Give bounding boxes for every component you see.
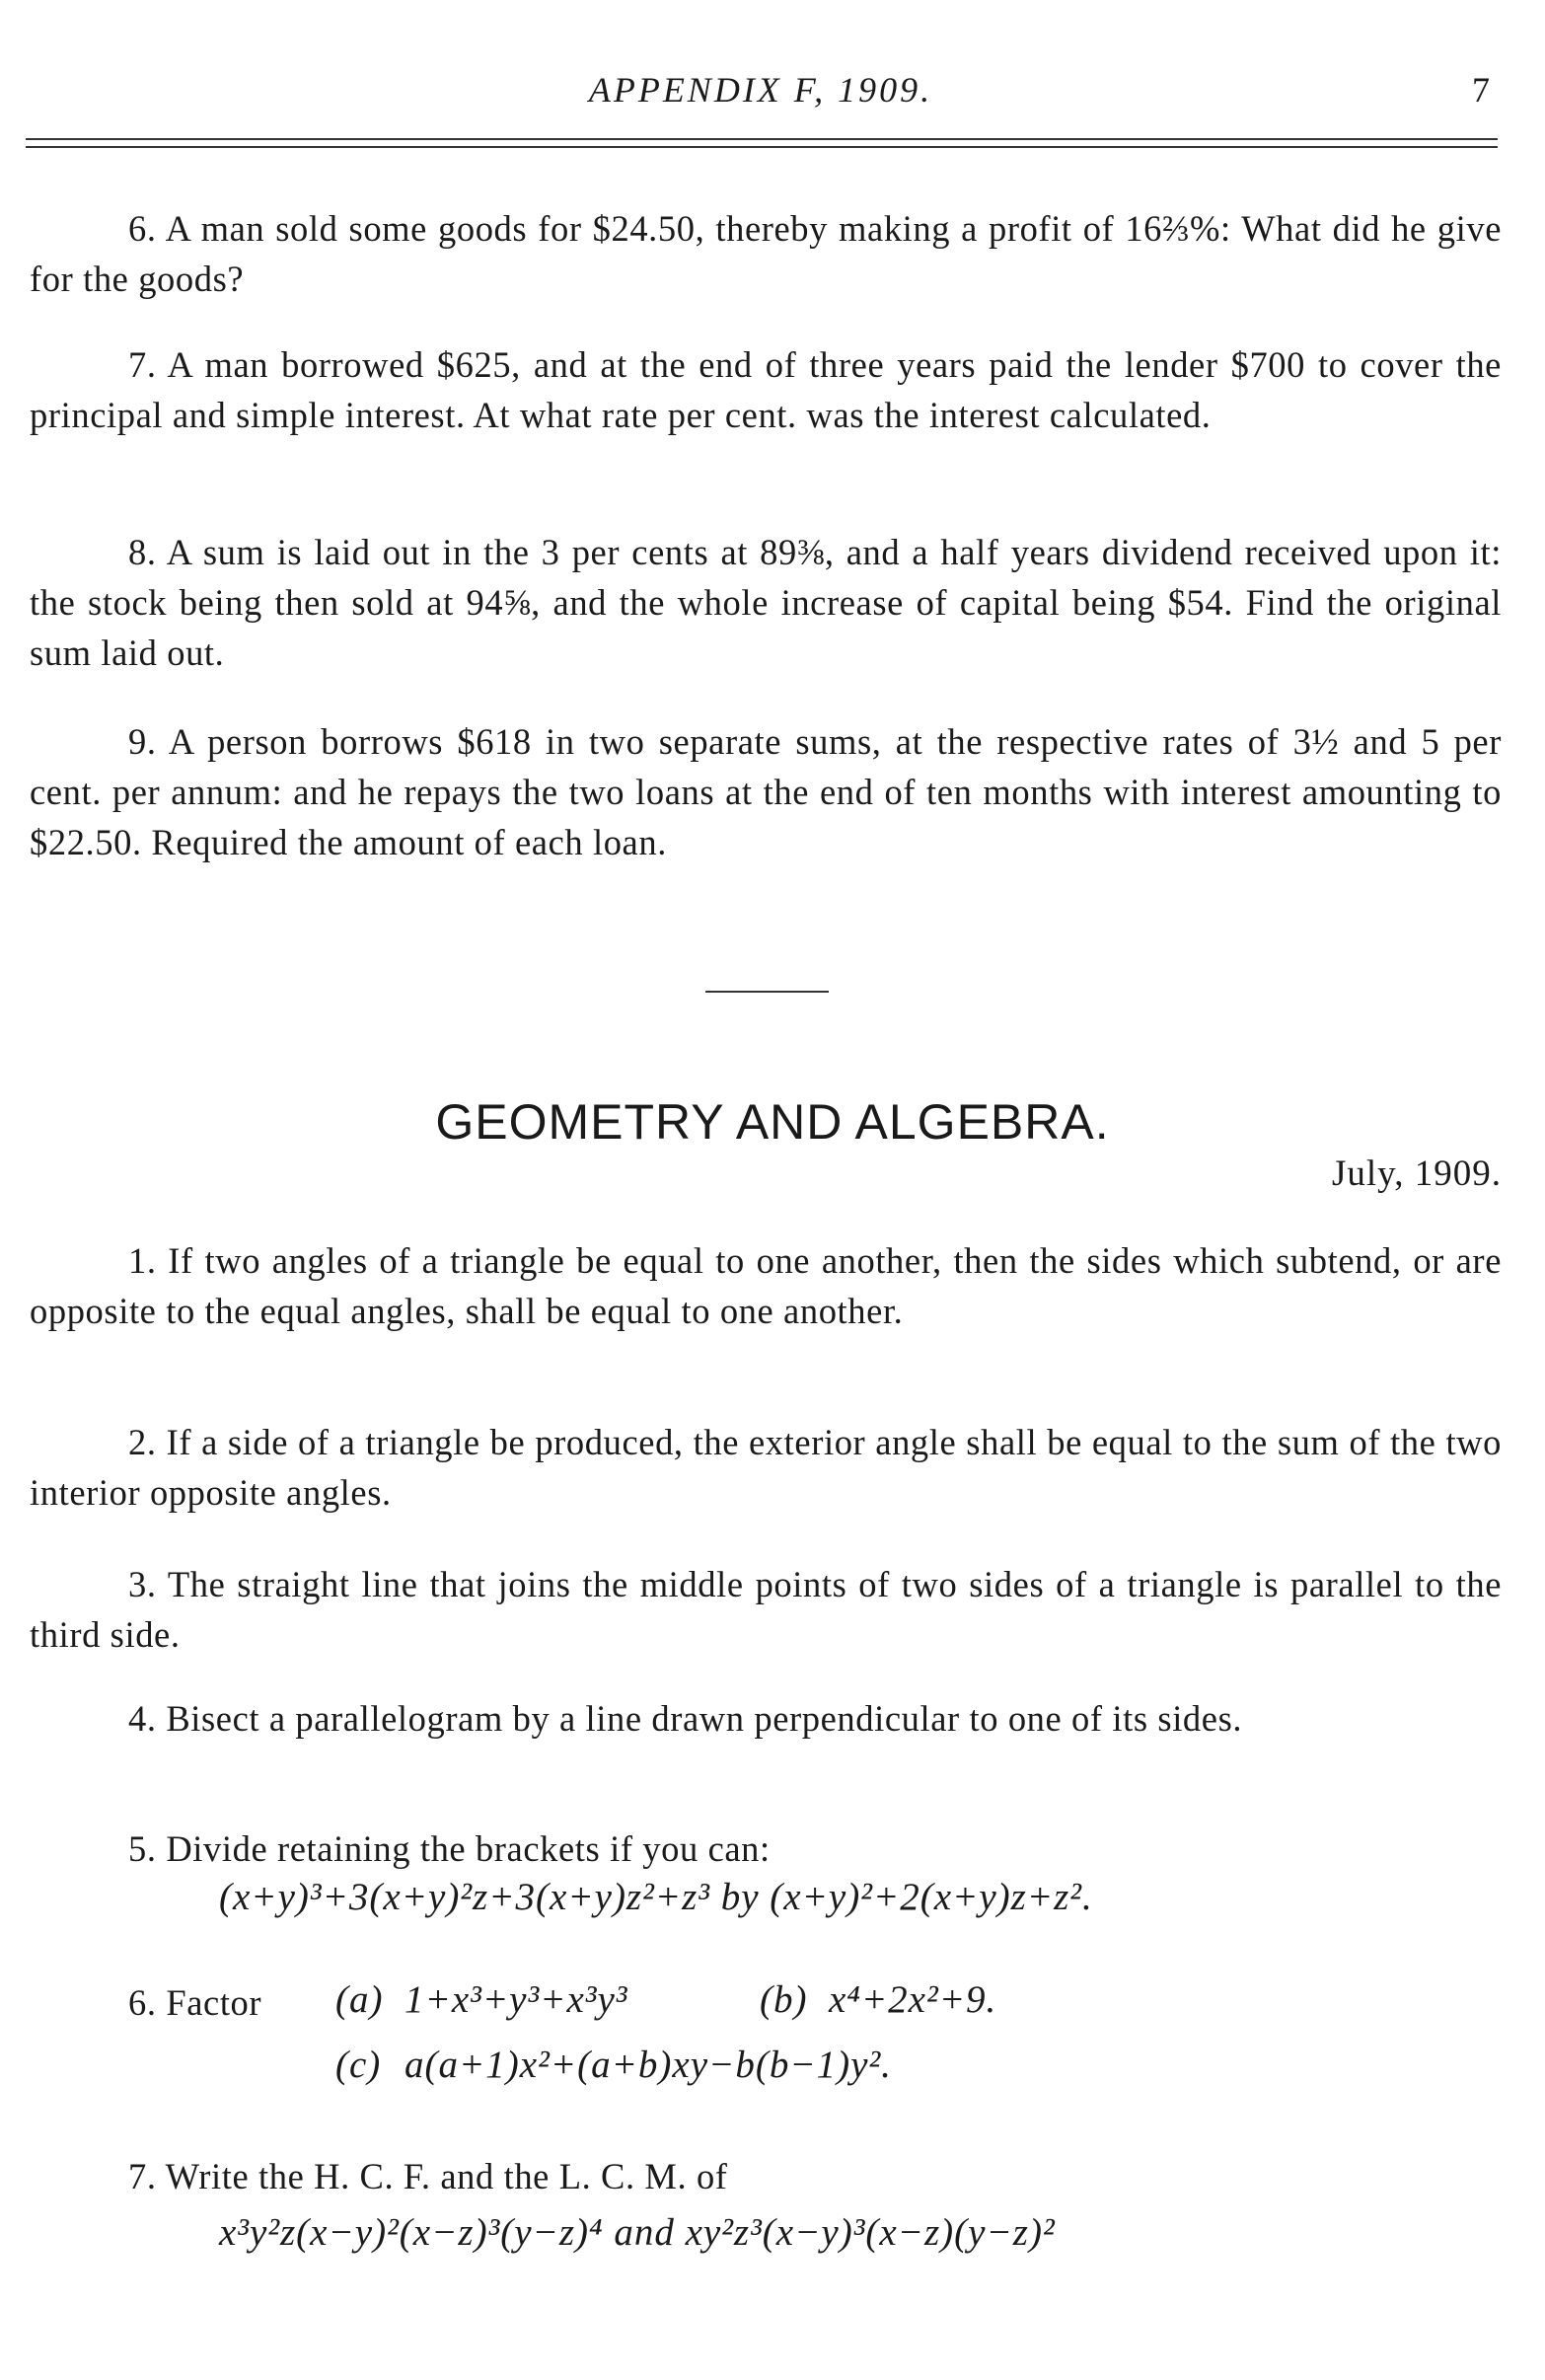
question-text: Write the H. C. F. and the L. C. M. of xyxy=(165,2156,728,2196)
question-text: A sum is laid out in the 3 per cents at 89⅜, and a half years dividend received upon it: the stock being then sold at 94⅝, and the whole increase of capital being $54. Find the original sum laid out. xyxy=(30,532,1502,673)
running-title: APPENDIX F, 1909. xyxy=(588,70,933,110)
question-text: Divide retaining the brackets if you can: xyxy=(166,1828,771,1869)
page-header xyxy=(26,69,1496,118)
formula-q6a: 1+x³+y³+x³y³ xyxy=(405,1978,628,2021)
question-text: The straight line that joins the middle points of two sides of a triangle is parallel to the third side. xyxy=(30,1564,1502,1655)
formula-q6c: a(a+1)x²+(a+b)xy−b(b−1)y². xyxy=(405,2044,892,2086)
algebra-question-5 xyxy=(30,1823,1502,1874)
question-6 xyxy=(30,203,1502,304)
question-number: 5. xyxy=(128,1828,157,1869)
question-9 xyxy=(30,716,1502,867)
question-text: Bisect a parallelogram by a line drawn perpendicular to one of its sides. xyxy=(166,1698,1243,1739)
geometry-question-3 xyxy=(30,1559,1502,1660)
formula-label-6b: (b) xyxy=(760,1978,808,2021)
formula-q7: x³y²z(x−y)²(x−z)³(y−z)⁴ and xy²z³(x−y)³(x−z)(y−z)² xyxy=(219,2211,1056,2254)
section-date: July, 1909. xyxy=(1331,1153,1502,1194)
question-number: 3. xyxy=(128,1564,157,1604)
question-number: 6. xyxy=(128,208,157,249)
question-text: Factor xyxy=(166,1982,262,2023)
question-number: 8. xyxy=(128,532,157,572)
geometry-question-2 xyxy=(30,1417,1502,1518)
section-divider xyxy=(705,991,829,993)
header-rule xyxy=(26,138,1498,148)
question-number: 7. xyxy=(128,344,157,385)
geometry-question-1 xyxy=(30,1235,1502,1336)
question-number: 1. xyxy=(128,1240,157,1281)
formula-q5: (x+y)³+3(x+y)²z+3(x+y)z²+z³ by (x+y)²+2(x+y)z+z². xyxy=(219,1876,1093,1918)
question-number: 9. xyxy=(128,721,157,762)
question-7 xyxy=(30,339,1502,440)
question-number: 6. xyxy=(128,1982,157,2023)
question-text: If a side of a triangle be produced, the exterior angle shall be equal to the sum of the two interior opposite angles. xyxy=(30,1422,1502,1513)
formula-q6b: x⁴+2x²+9. xyxy=(829,1978,997,2021)
question-text: A man borrowed $625, and at the end of three years paid the lender $700 to cover the principal and simple interest. At what rate per cent. was the interest calculated. xyxy=(30,344,1502,435)
page-number: 7 xyxy=(1472,70,1490,110)
question-number: 4. xyxy=(128,1698,157,1739)
formula-label-6c: (c) xyxy=(335,2044,382,2086)
formula-label-6a: (a) xyxy=(335,1978,384,2021)
question-text: If two angles of a triangle be equal to one another, then the sides which subtend, or are opposite to the equal angles, shall be equal to one another. xyxy=(30,1240,1502,1331)
geometry-question-4 xyxy=(30,1693,1502,1744)
question-number: 2. xyxy=(128,1422,157,1462)
section-title: GEOMETRY AND ALGEBRA. xyxy=(435,1094,1110,1150)
algebra-question-7 xyxy=(30,2151,1502,2201)
question-number: 7. xyxy=(128,2156,157,2196)
question-8 xyxy=(30,527,1502,678)
question-text: A person borrows $618 in two separate sums, at the respective rates of 3½ and 5 per cent. per annum: and he repays the two loans at the end of ten months with interest amounting to $22.50. Required the amount of each loan. xyxy=(30,721,1502,862)
question-text: A man sold some goods for $24.50, thereby making a profit of 16⅔%: What did he give for the goods? xyxy=(30,208,1502,299)
